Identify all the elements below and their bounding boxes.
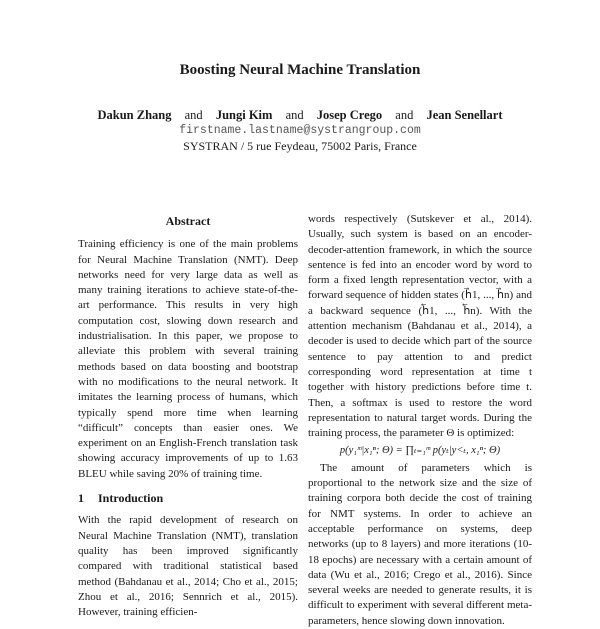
author-name: Dakun Zhang <box>97 108 172 122</box>
section-number: 1 <box>78 491 84 506</box>
author-connector: and <box>395 108 414 122</box>
author-affiliation: SYSTRAN / 5 rue Feydeau, 75002 Paris, France <box>183 139 417 153</box>
right-column <box>308 212 532 629</box>
abstract-heading: Abstract <box>165 214 211 228</box>
abstract-text: Training efficiency is one of the main problems for Neural Machine Translation (NMT). Deep networks need for very large data as well as many training iterations to achieve state-of-the-art performance. This results in very high computation cost, slowing down research and industrialisation. In this paper, we propose to alleviate this problem with several training methods based on data boosting and bootstrap with no modifications to the neural network. It imitates the learning process of humans, which typically spend more time when learning “difficult” concepts than easier ones. We experiment on an English-French translation task showing accuracy improvements of up to 1.63 BLEU while saving 20% of training time. <box>78 238 298 480</box>
author-name: Jungi Kim <box>215 108 273 122</box>
body-paragraph: words respectively (Sutskever et al., 2014). Usually, such system is based on an encoder-decoder-attention framework, in which the source sentence is fed into an encoder word by word to form a fixed length representation vector, with a forward sequence of hidden states (h⃗1, ..., h⃗n) and a backward sequence (h⃖1, ..., h⃖n). With the attention mechanism (Bahdanau et al., 2014), a decoder is used to decide which part of the source sentence to pay attention to and predict corresponding word representation at time t together with history predictions before time t. Then, a softmax is used to restore the word representation to natural target words. During the training process, the parameter Θ is optimized: <box>308 213 532 440</box>
author-name: Jean Senellart <box>426 108 503 122</box>
author-email: firstname.lastname@systrangroup.com <box>179 124 421 137</box>
author-list <box>0 108 600 123</box>
introduction-paragraph: With the rapid development of research on Neural Machine Translation (NMT), translation quality has been improved significantly compared with traditional statistical based method (Bahdanau et al., 2014; Cho et al., 2015; Zhou et al., 2016; Sennrich et al., 2015). However, training efficien- <box>78 514 298 619</box>
author-connector: and <box>285 108 304 122</box>
section-heading-introduction <box>78 491 298 506</box>
body-paragraph: The amount of parameters which is proportional to the network size and the size of training corpora both decide the cost of training for NMT systems. In order to achieve an acceptable performance on systems, deep networks (up to 8 layers) and more iterations (10-18 epochs) are necessary with a certain amount of data (Wu et al., 2016; Crego et al., 2016). Since several weeks are needed to generate results, it is difficult to experiment with several different meta-parameters, hence slowing down innovation. <box>308 461 532 627</box>
equation: p(y₁ᵐ|x₁ⁿ; Θ) = ∏ₜ₌₁ᵐ p(yₜ|y<ₜ, x₁ⁿ; Θ) <box>339 445 501 457</box>
author-name: Josep Crego <box>316 108 383 122</box>
paper-title: Boosting Neural Machine Translation <box>179 62 421 78</box>
left-column <box>78 212 298 620</box>
author-connector: and <box>184 108 203 122</box>
section-title: Introduction <box>98 491 164 506</box>
